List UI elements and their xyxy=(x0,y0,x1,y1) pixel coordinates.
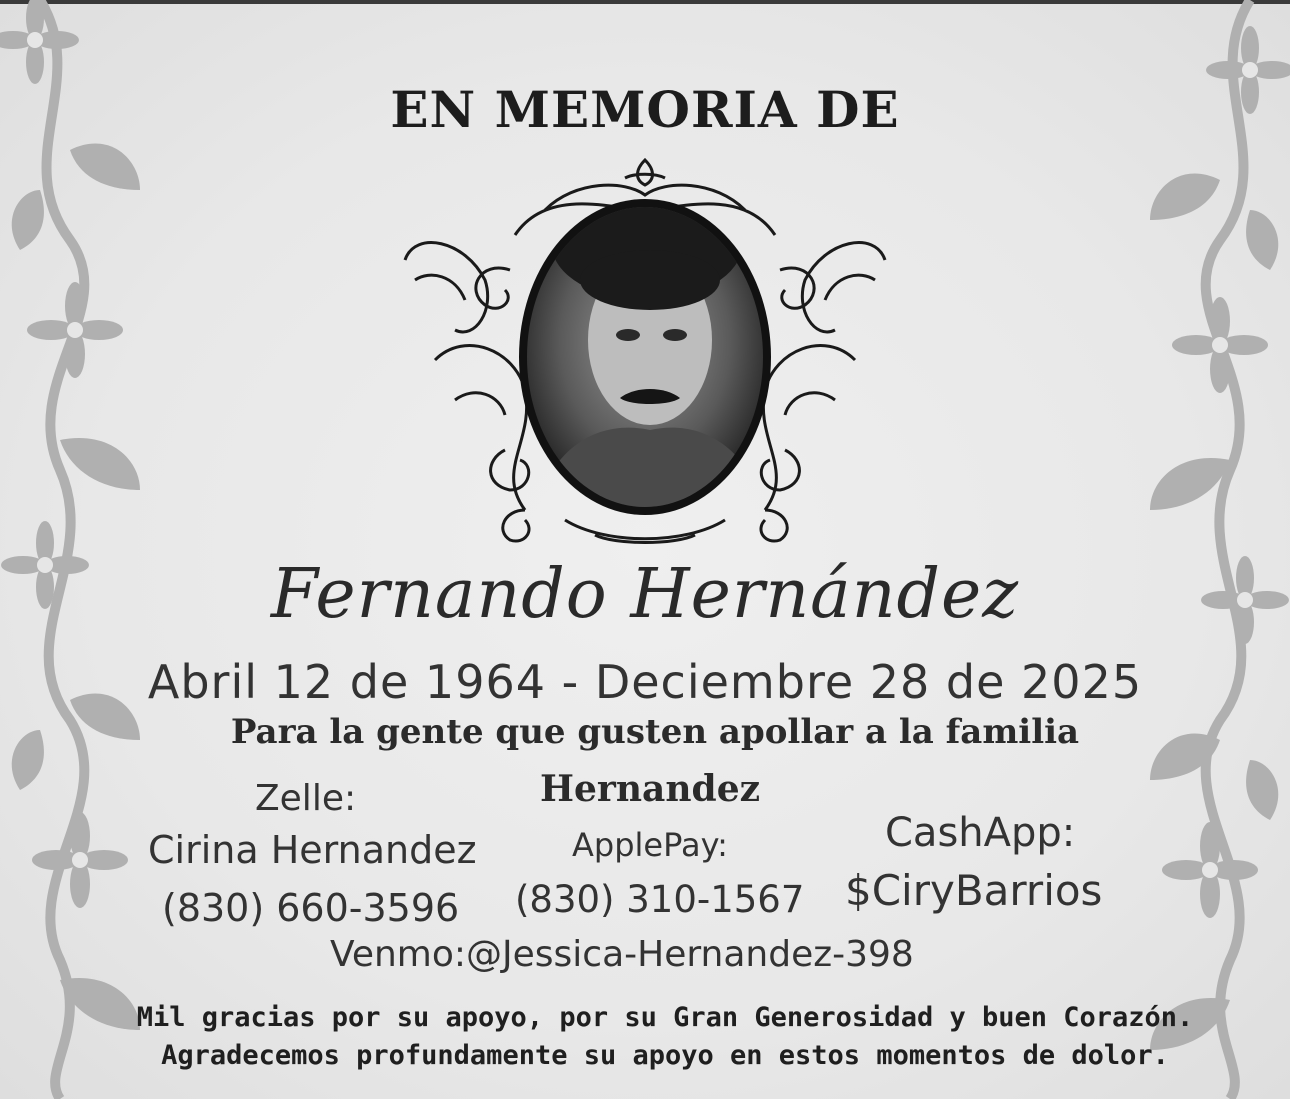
zelle-label: Zelle: xyxy=(255,778,357,819)
venmo-handle: Venmo:@Jessica-Hernandez-398 xyxy=(330,934,914,975)
top-border xyxy=(0,0,1290,4)
cashapp-label: CashApp: xyxy=(885,810,1076,856)
left-floral-border xyxy=(0,0,170,1099)
zelle-recipient-name: Cirina Hernandez xyxy=(148,828,477,872)
applepay-phone: (830) 310-1567 xyxy=(515,878,805,921)
life-dates: Abril 12 de 1964 - Deciembre 28 de 2025 xyxy=(147,655,1143,709)
thanks-line-2: Agradecemos profundamente su apoyo en estos momentos de dolor. xyxy=(161,1040,1169,1071)
applepay-recipient-name: Hernandez xyxy=(540,768,761,810)
ornamental-portrait-frame xyxy=(395,150,895,555)
zelle-phone: (830) 660-3596 xyxy=(162,886,460,930)
deceased-name: Fernando Hernández xyxy=(270,555,1020,634)
applepay-label: ApplePay: xyxy=(572,826,728,864)
support-message: Para la gente que gusten apollar a la familia xyxy=(230,712,1080,752)
thanks-line-1: Mil gracias por su apoyo, por su Gran Generosidad y buen Corazón. xyxy=(136,1002,1194,1033)
memorial-heading: EN MEMORIA DE xyxy=(390,80,900,139)
right-floral-border xyxy=(1120,0,1290,1099)
cashapp-tag: $CiryBarrios xyxy=(845,866,1103,915)
